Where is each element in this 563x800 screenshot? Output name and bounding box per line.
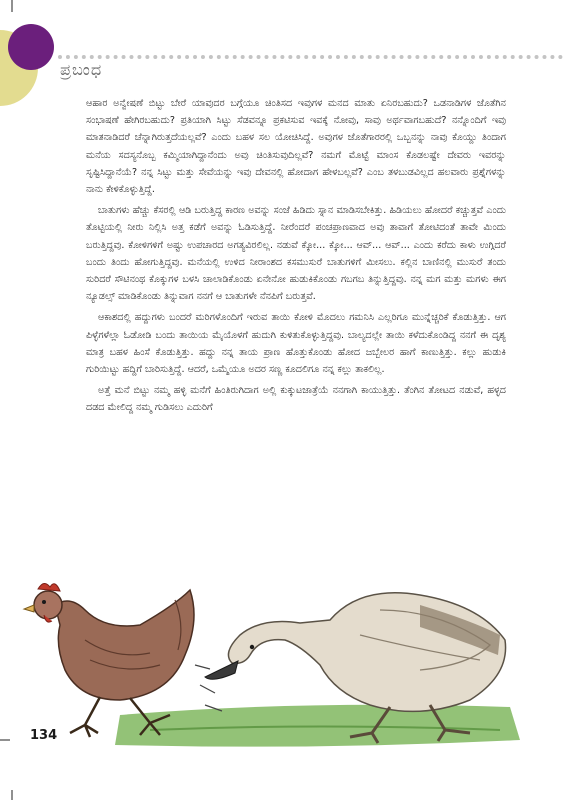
paragraph: ಬಾತುಗಳು ಹೆಚ್ಚು ಕೆಸರಲ್ಲಿ ಆಡಿ ಬರುತ್ತಿದ್ದ ಕಾರಣ ಅವನ್ನು ಸಂಜೆ ಹಿಡಿದು ಸ್ನಾನ ಮಾಡಿಸಬೇಕಿತ್ತು. ಹಿಡಿಯಲು ಹೋದರೆ ಕಚ್ಚುತ್ತವೆ ಎಂದು ತೊಟ್ಟಿಯಲ್ಲಿ ನೀರು ನಿಲ್ಲಿಸಿ ಅತ್ತ ಕಡೆಗೆ ಅವನ್ನು ಓಡಿಸುತ್ತಿದ್ದೆ. ನೀರೆಂದರೆ ಪಂಚಪ್ರಾಣವಾದ ಅವು ತಾವಾಗೆ ತೋಟಿದಂತೆ ತಾವೇ ಮಿಂದು ಬರುತ್ತಿದ್ದವು. ಕೋಳಿಗಳಿಗೆ ಅಷ್ಟು ಉಪಚಾರದ ಅಗತ್ಯವಿರಲಿಲ್ಲ. ನಡುವೆ ಕ್ಕೋ... ಕ್ಕೋ... ಆವ್... ಆವ್... ಎಂದು ಕರೆದು ಕಾಳು ಉಗ್ಗಿದರೆ ಬಂದು ತಿಂದು ಹೋಗುತ್ತಿದ್ದವು. ಮನೆಯಲ್ಲಿ ಉಳಿದ ನೀರಾಂಶದ ಕಸಮುಸುರೆ ಬಾತುಗಳಿಗೆ ಮೀಸಲು. ಕಲ್ಲಿನ ಬಾಣಿನಲ್ಲಿ ಮುಸುರೆ ತಂದು ಸುರಿದರೆ ಸೌಟಿನಂಥ ಕೊಕ್ಕುಗಳ ಬಳಸಿ ಚಾಲಾಡಿಕೊಂಡು ಏನೇನೋ ಹುಡುಕಿಕೊಂಡು ಗಬಗಬ ತಿನ್ನುತ್ತಿದ್ದವು. ನನ್ನ ಮಗ ಮತ್ತು ಮಗಳು ಈಗ ನ್ಯೂಡಲ್ಸ್ ಮಾಡಿಕೊಂಡು ತಿನ್ನುವಾಗ ನನಗೆ ಆ ಬಾತುಗಳೇ ನೆನಪಿಗೆ ಬರುತ್ತವೆ.: [86, 205, 506, 303]
body-text: [86, 95, 506, 421]
decorative-purple-circle: [8, 24, 54, 70]
header-dotted-rule: [58, 55, 563, 59]
section-title: ಪ್ರಬಂಧ: [60, 60, 103, 79]
paragraph: ಅತ್ತೆ ಮನೆ ಬಿಟ್ಟು ನಮ್ಮ ಹಳ್ಳಿ ಮನೆಗೆ ಹಿಂತಿರುಗಿದಾಗ ಅಲ್ಲಿ ಕುಕ್ಕುಟಜಾತ್ರೆಯೆ ನನಗಾಗಿ ಕಾಯುತ್ತಿತ್ತು. ತೆಂಗಿನ ತೋಟದ ನಡುವೆ, ಹಳ್ಳದ ದಡದ ಮೇಲಿದ್ದ ನಮ್ಮ ಗುಡಿಸಲು ಎದುರಿಗೆ: [86, 385, 506, 414]
hen-and-goose-illustration: [0, 565, 563, 800]
paragraph: ಆಹಾರ ಅನ್ವೇಷಣೆ ಬಿಟ್ಟು ಬೇರೆ ಯಾವುದರ ಬಗ್ಗೆಯೂ ಚಿಂತಿಸದ ಇವುಗಳ ಮನದ ಮಾತು ಏನಿರಬಹುದು? ಒಡನಾಡಿಗಳ ಜೊತೆಗಿನ ಸಂಭಾಷಣೆ ಹೇಗಿರಬಹುದು? ಪ್ರತಿಯಾಗಿ ಸಿಟ್ಟು ಸೆಡವನ್ನೂ ಪ್ರಕಟಿಸುವ ಇವಕ್ಕೆ ನೋವು, ಸಾವು ಅರ್ಥವಾಗಬಹುದೆ? ನನ್ನೊಂದಿಗೆ ಇವು ಮಾತನಾಡಿದರೆ ಚೆನ್ನಾಗಿರುತ್ತದೆಯಲ್ಲವೆ? ಎಂದು ಬಹಳ ಸಲ ಯೋಚಿಸಿದ್ದೆ. ಅವುಗಳ ಜೊತೆಗಾರರಲ್ಲಿ ಒಬ್ಬನನ್ನು ನಾವು ಕೊಯ್ದು ತಿಂದಾಗ ಮನೆಯ ಸದಸ್ಯನೊಬ್ಬ ಕಮ್ಮಿಯಾಗಿದ್ದಾನೆಂದು ಅವು ಚಿಂತಿಸುವುದಿಲ್ಲವೆ? ನಮಗೆ ಮೊಟ್ಟೆ ಮಾಂಸ ಕೊಡಲಷ್ಟೇ ದೇವರು ಇವರನ್ನು ಸೃಷ್ಟಿಸಿದ್ದಾನೆಯೆ? ನನ್ನ ಸಿಟ್ಟು ಮತ್ತು ಸೇವೆಯನ್ನು ಇವು ದೇವನಲ್ಲಿ ಹೋದಾಗ ಹೇಳಬಲ್ಲವೆ? ಎಂಬ ತಳಬುಡವಿಲ್ಲದ ಹಲವಾರು ಪ್ರಶ್ನೆಗಳನ್ನು ನಾನು ಕೇಳಿಕೊಳ್ಳುತ್ತಿದ್ದೆ.: [86, 98, 506, 196]
paragraph: ಆಕಾಶದಲ್ಲಿ ಹದ್ದುಗಳು ಬಂದರೆ ಮರಿಗಳೊಂದಿಗೆ ಇರುವ ತಾಯಿ ಕೋಳಿ ಮೊದಲು ಗಮನಿಸಿ ಎಲ್ಲರಿಗೂ ಮುನ್ನೆಚ್ಚರಿಕೆ ಕೊಡುತ್ತಿತ್ತು. ಆಗ ಪಿಳ್ಳೆಗಳೆಲ್ಲಾ ಓಡೋಡಿ ಬಂದು ತಾಯಿಯ ಮೈಯೊಳಗೆ ಹುದುಗಿ ಕುಳಿತುಕೊಳ್ಳುತ್ತಿದ್ದವು. ಬಾಲ್ಯದಲ್ಲೇ ತಾಯಿ ಕಳೆದುಕೊಂಡಿದ್ದ ನನಗೆ ಈ ದೃಶ್ಯ ಮಾತ್ರ ಬಹಳ ಹಿಂಸೆ ಕೊಡುತ್ತಿತ್ತು. ಹದ್ದು ನನ್ನ ತಾಯ ಪ್ರಾಣ ಹೊತ್ತುಕೊಂಡು ಹೋದ ಜಬ್ಬೇಲರ ಹಾಗೆ ಕಾಣುತ್ತಿತ್ತು. ಕಲ್ಲು ಹುಡುಕಿ ಗುರಿಯಿಟ್ಟು ಹದ್ದಿಗೆ ಬಾರಿಸುತ್ತಿದ್ದೆ. ಆದರೆ, ಒಮ್ಮೆಯೂ ಅದರ ಸಣ್ಣ ಕೂದಲಿಗೂ ನನ್ನ ಕಲ್ಲು ತಾಕಲಿಲ್ಲ.: [86, 312, 506, 376]
page-number: 134: [30, 728, 58, 743]
